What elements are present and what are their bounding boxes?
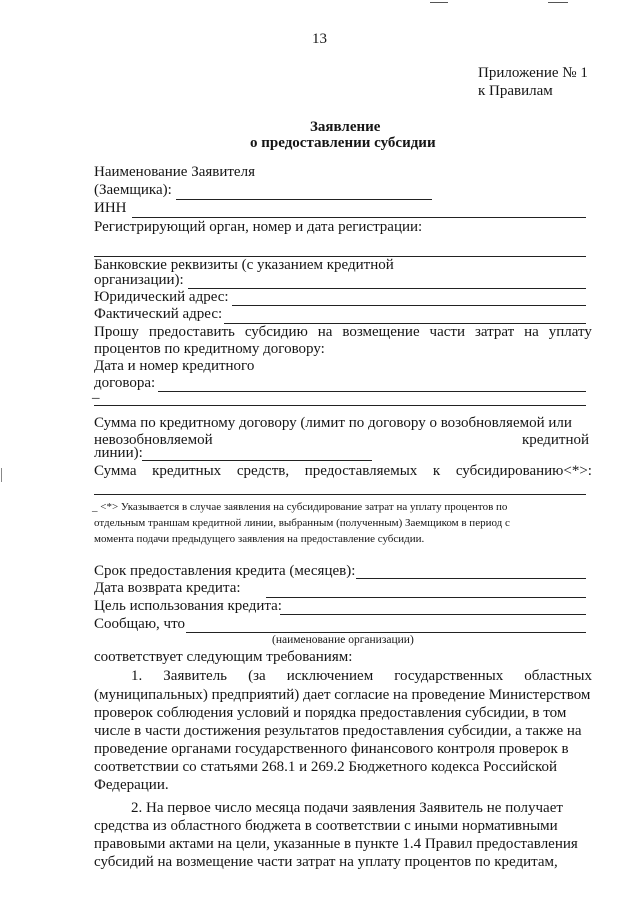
return-date-field-line <box>266 597 586 598</box>
subsidized-word: предоставляемых <box>304 463 418 479</box>
legal-address-field-line <box>232 305 586 306</box>
actual-address-label: Фактический адрес: <box>94 306 223 322</box>
credit-amount-line-2-right: кредитной <box>522 432 590 448</box>
request-word: Прошу <box>94 324 139 340</box>
inn-label: ИНН <box>94 200 127 216</box>
footnote-line-3: момента подачи предыдущего заявления на предоставление субсидии. <box>94 533 425 545</box>
item-1-line-1 <box>131 667 592 685</box>
applicant-name-field-line <box>176 199 432 200</box>
subsidized-word: к <box>432 463 441 479</box>
contract-field-line-2 <box>94 405 586 406</box>
item-1-word: (за <box>248 668 266 684</box>
registering-body-label: Регистрирующий орган, номер и дата регистрации: <box>94 219 423 235</box>
subsidized-word: средств, <box>236 463 290 479</box>
contract-field-line <box>158 391 586 392</box>
item-2-line-3: правовыми актами на цели, указанные в пункте 1.4 Правил предоставления <box>94 836 578 852</box>
bank-details-field-line <box>188 288 586 289</box>
title-line-1: Заявление <box>310 119 381 135</box>
scan-mark-top-right <box>548 2 568 3</box>
credit-amount-field-line <box>142 460 372 461</box>
credit-term-label: Срок предоставления кредита (месяцев): <box>94 563 356 579</box>
item-1-word: областных <box>524 668 592 684</box>
item-2-line-2: средства из областного бюджета в соответствии с иными нормативными <box>94 818 558 834</box>
footnote-line-1: _ <*> Указывается в случае заявления на субсидирование затрат на уплату процентов по <box>92 501 508 513</box>
appendix-line-2: к Правилам <box>478 83 553 99</box>
bank-details-label: Банковские реквизиты (с указанием кредитной <box>94 257 394 273</box>
item-1-word: 1. <box>131 668 143 684</box>
request-word: части <box>429 324 465 340</box>
bank-details-label-2: организации): <box>94 272 184 288</box>
subsidized-word: Сумма <box>94 463 137 479</box>
scan-mark-top <box>430 2 448 3</box>
subsidized-amount-line <box>94 462 592 480</box>
applicant-name-label-2: (Заемщика): <box>94 182 172 198</box>
credit-amount-line-1: Сумма по кредитному договору (лимит по договору о возобновляемой или <box>94 415 572 431</box>
appendix-line-1: Приложение № 1 <box>478 65 588 81</box>
item-1-line-7: Федерации. <box>94 777 169 793</box>
inform-label: Сообщаю, что <box>94 616 185 632</box>
applicant-name-label: Наименование Заявителя <box>94 164 255 180</box>
item-1-line-6: соответствии со статьями 268.1 и 269.2 Бюджетного кодекса Российской <box>94 759 558 775</box>
subsidized-word: субсидированию<*>: <box>455 463 592 479</box>
item-1-line-5: проведение органами государственного финансового контроля проверок в <box>94 741 569 757</box>
request-word: уплату <box>548 324 592 340</box>
footnote-line-2: отдельным траншам кредитной линии, выбранным (полученным) Заемщиком в период с <box>94 517 510 529</box>
request-word: предоставить <box>148 324 235 340</box>
request-word: на <box>317 324 333 340</box>
item-1-word: Заявитель <box>163 668 228 684</box>
subsidized-amount-field-line <box>94 494 586 495</box>
page-number: 13 <box>312 31 327 47</box>
purpose-label: Цель использования кредита: <box>94 598 282 614</box>
complies-label: соответствует следующим требованиям: <box>94 649 353 665</box>
item-2-line-4: субсидий на возмещение части затрат на уплату процентов по кредитам, <box>94 854 558 870</box>
legal-address-label: Юридический адрес: <box>94 289 229 305</box>
request-word: затрат <box>474 324 515 340</box>
item-2-line-1: 2. На первое число месяца подачи заявления Заявитель не получает <box>131 800 563 816</box>
request-line-2: процентов по кредитному договору: <box>94 341 325 357</box>
request-word: возмещение <box>342 324 420 340</box>
return-date-label: Дата возврата кредита: <box>94 580 241 596</box>
request-line-1 <box>94 323 592 341</box>
stray-dash: _ <box>92 385 100 401</box>
contract-label-2: договора: <box>94 375 156 391</box>
credit-amount-line-2-left: невозобновляемой <box>94 432 213 448</box>
item-1-line-3: проверок соблюдения условий и порядка предоставления субсидии, в том <box>94 705 567 721</box>
title-line-2: о предоставлении субсидии <box>250 135 436 151</box>
item-1-line-4: числе в части достижения результатов предоставления субсидии, а также на <box>94 723 582 739</box>
subsidized-word: кредитных <box>152 463 222 479</box>
organization-caption: (наименование организации) <box>272 634 414 646</box>
credit-amount-line-3: линии): <box>94 445 143 461</box>
purpose-field-line <box>280 614 586 615</box>
scan-edge-mark <box>1 468 2 482</box>
item-1-line-2: (муниципальных) предприятий) дает согласие на проведение Министерством <box>94 687 591 703</box>
request-word: субсидию <box>244 324 308 340</box>
request-word: на <box>524 324 539 340</box>
contract-label: Дата и номер кредитного <box>94 358 255 374</box>
item-1-word: исключением <box>286 668 374 684</box>
credit-term-field-line <box>356 578 586 579</box>
item-1-word: государственных <box>394 668 504 684</box>
